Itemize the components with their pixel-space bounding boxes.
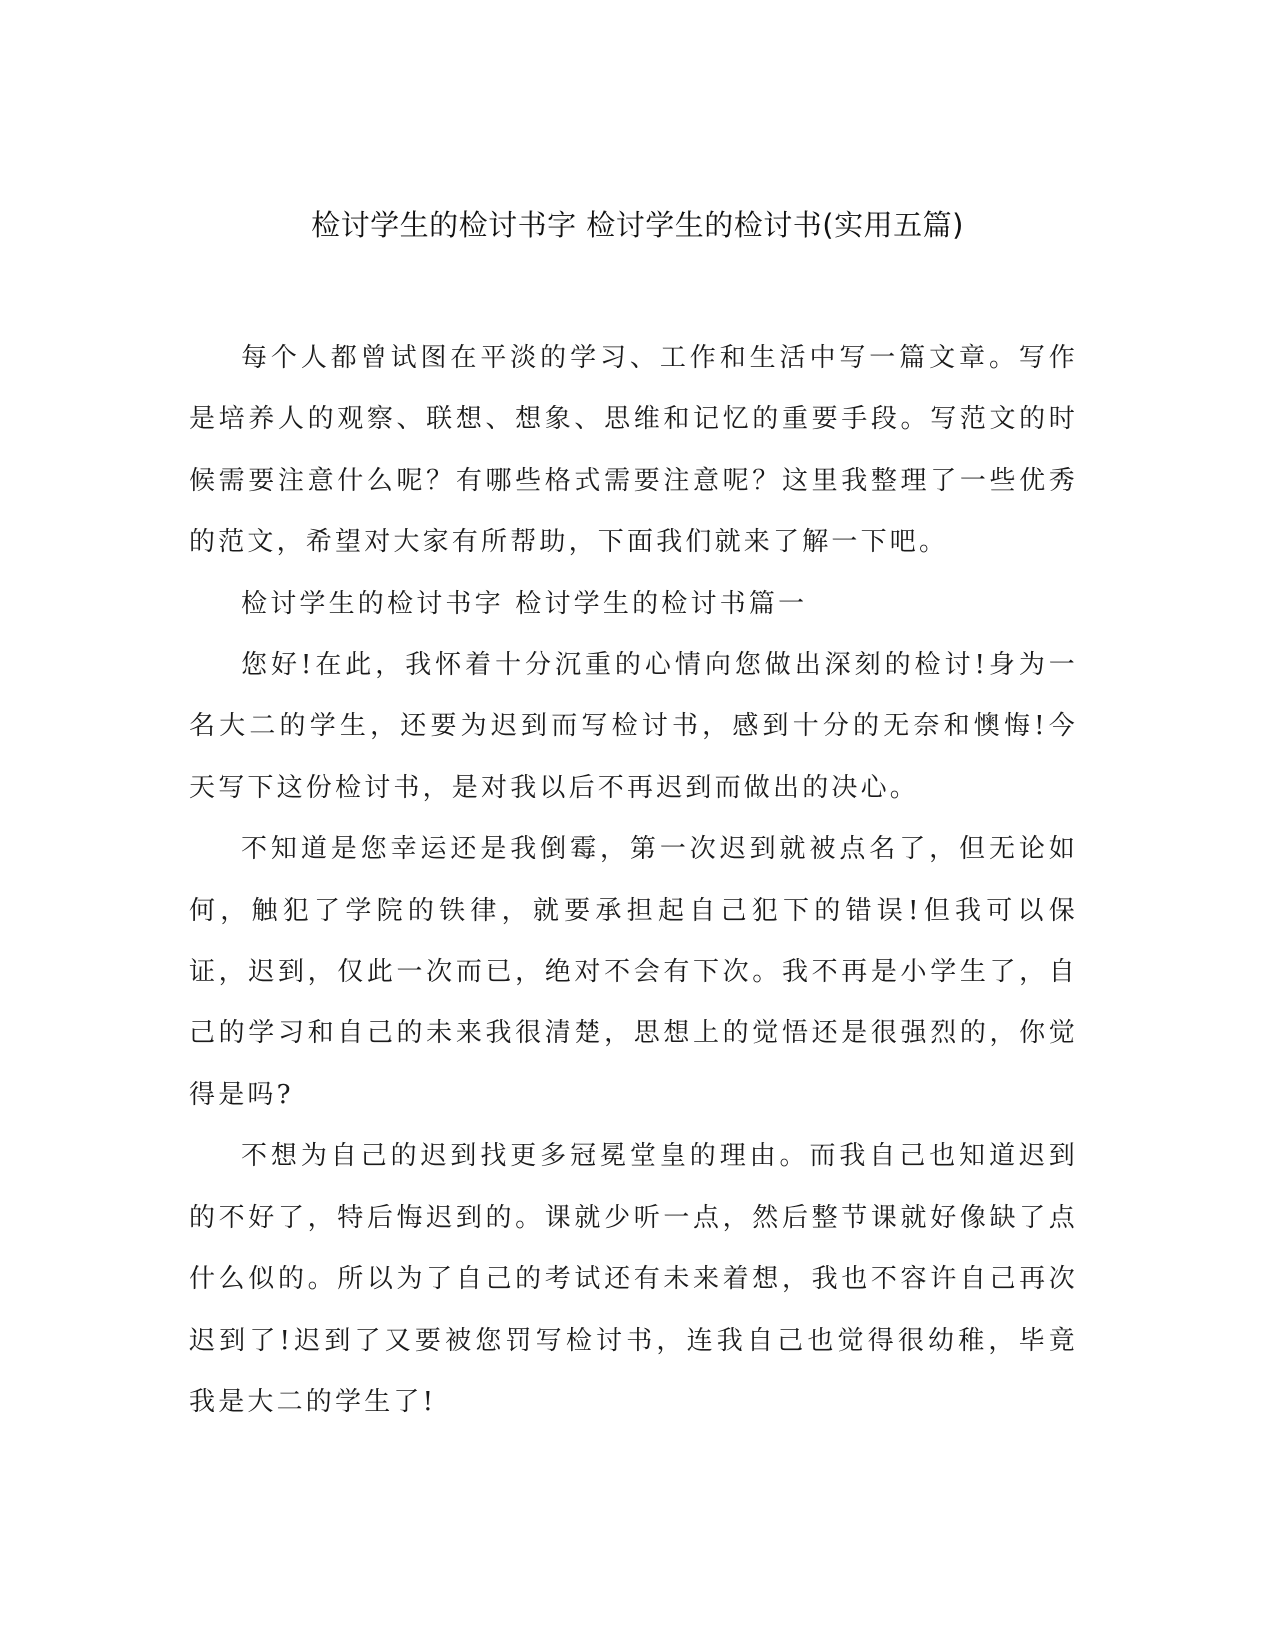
document-title: 检讨学生的检讨书字 检讨学生的检讨书(实用五篇) [311,208,964,242]
section-heading: 检讨学生的检讨书字 检讨学生的检讨书篇一 [241,588,808,619]
document-body [189,328,1078,1433]
body-paragraph: 不知道是您幸运还是我倒霉，第一次迟到就被点名了，但无论如何，触犯了学院的铁律，就要承担起自己犯下的错误!但我可以保证，迟到，仅此一次而已，绝对不会有下次。我不再是小学生了，自己的学习和自己的未来我很清楚，思想上的觉悟还是很强烈的，你觉得是吗? [189,834,1078,1110]
body-paragraph: 您好!在此，我怀着十分沉重的心情向您做出深刻的检讨!身为一名大二的学生，还要为迟到而写检讨书，感到十分的无奈和懊悔!今天写下这份检讨书，是对我以后不再迟到而做出的决心。 [189,650,1078,803]
intro-paragraph: 每个人都曾试图在平淡的学习、工作和生活中写一篇文章。写作是培养人的观察、联想、想象、思维和记忆的重要手段。写范文的时候需要注意什么呢？有哪些格式需要注意呢？这里我整理了一些优秀的范文，希望对大家有所帮助，下面我们就来了解一下吧。 [189,343,1078,558]
body-paragraph: 不想为自己的迟到找更多冠冕堂皇的理由。而我自己也知道迟到的不好了，特后悔迟到的。课就少听一点，然后整节课就好像缺了点什么似的。所以为了自己的考试还有未来着想，我也不容许自己再次迟到了!迟到了又要被您罚写检讨书，连我自己也觉得很幼稚，毕竟我是大二的学生了! [189,1141,1078,1417]
